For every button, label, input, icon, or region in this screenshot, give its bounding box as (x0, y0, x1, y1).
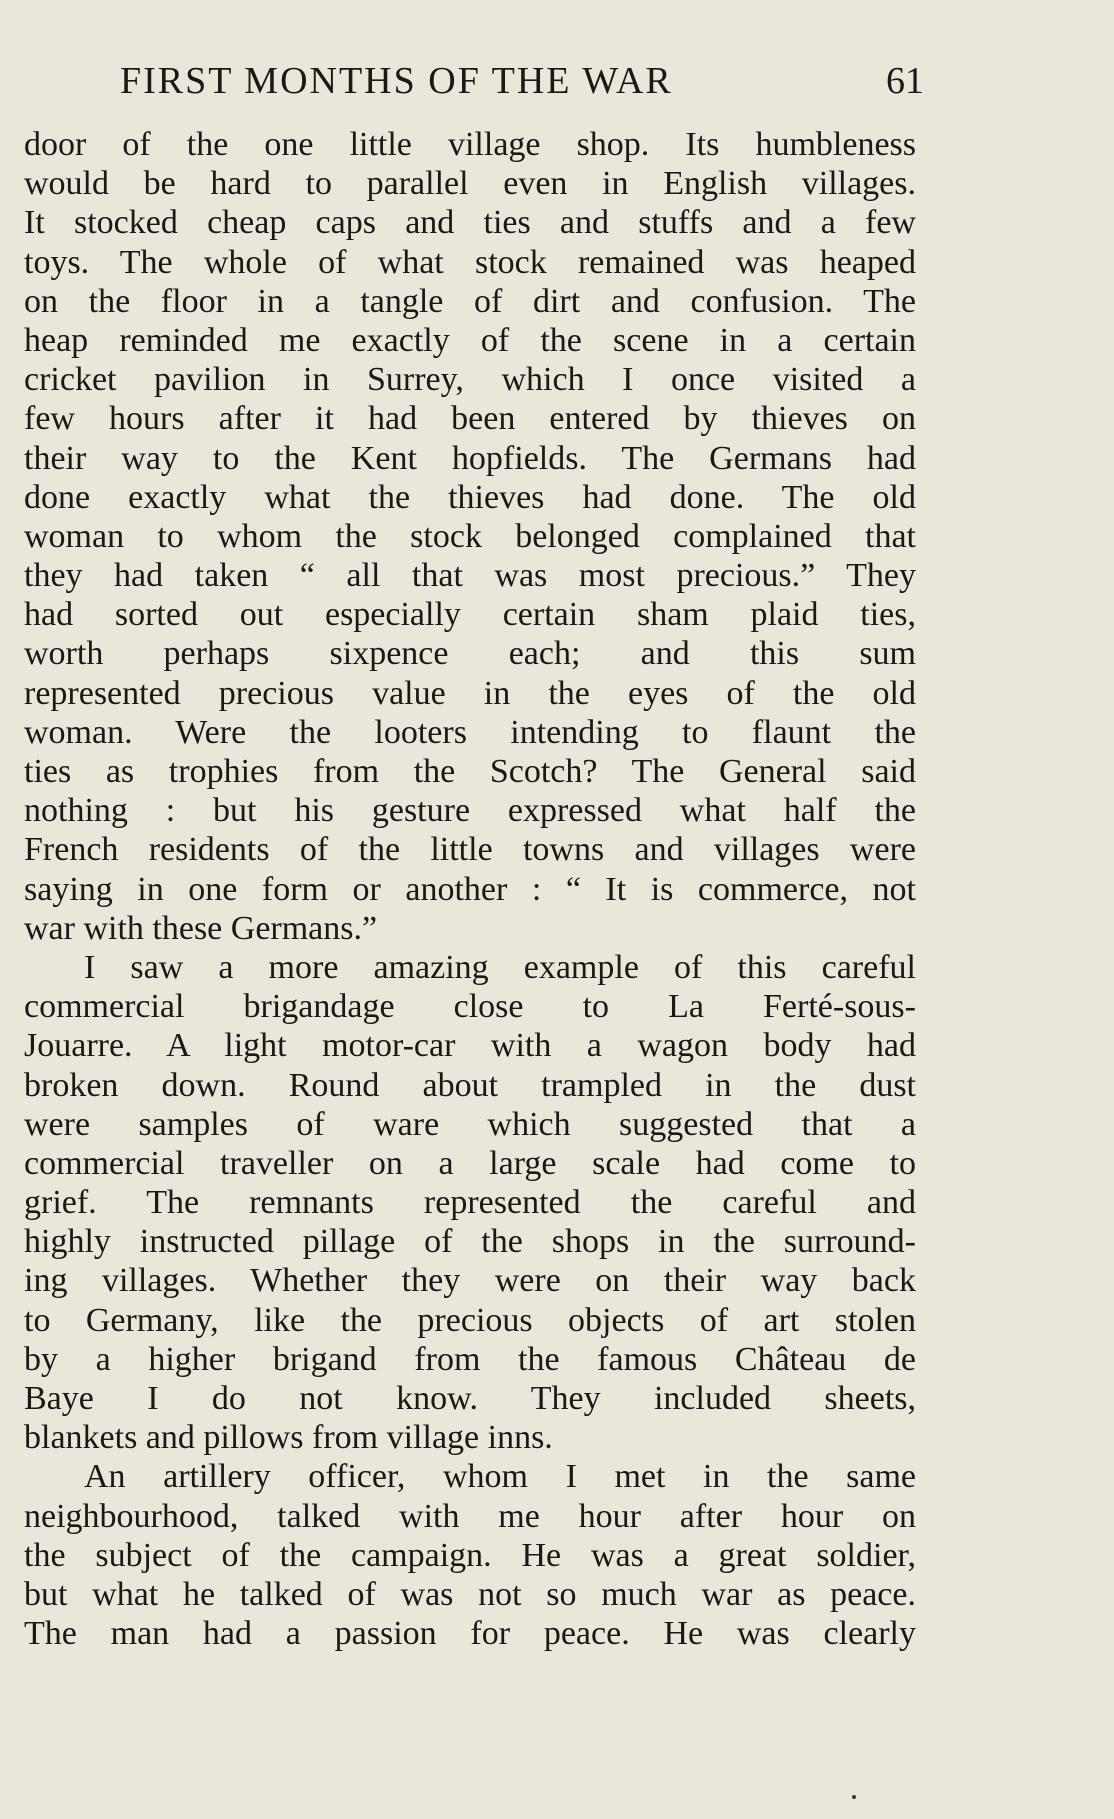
text-line: worth perhaps sixpence each; and this sum (24, 635, 916, 673)
text-line: represented precious value in the eyes of the old (24, 674, 916, 712)
text-line: their way to the Kent hopfields. The Germans had (24, 439, 916, 477)
running-head (120, 56, 924, 106)
text-line: woman. Were the looters intending to flaunt the (24, 713, 916, 751)
text-line: to Germany, like the precious objects of art stolen (24, 1301, 916, 1339)
text-line: war with these Germans.” (24, 909, 378, 947)
text-line: had sorted out especially certain sham plaid ties, (24, 596, 916, 634)
text-line: Baye I do not know. They included sheets, (24, 1380, 916, 1417)
running-head-title: FIRST MONTHS OF THE WAR (120, 60, 673, 102)
text-line: neighbourhood, talked with me hour after hour on (24, 1497, 916, 1535)
text-line: commercial brigandage close to La Ferté-sous- (24, 988, 916, 1026)
text-line: done exactly what the thieves had done. The old (24, 478, 916, 516)
text-line: few hours after it had been entered by thieves on (24, 400, 916, 438)
text-line: An artillery officer, whom I met in the same (84, 1458, 916, 1496)
text-line: cricket pavilion in Surrey, which I once visited a (24, 361, 916, 399)
text-line: but what he talked of was not so much war as peace. (24, 1575, 916, 1613)
text-line: grief. The remnants represented the careful and (24, 1184, 916, 1222)
text-line: saying in one form or another : “ It is commerce, not (24, 870, 916, 908)
page-number: 61 (886, 60, 924, 102)
text-line: were samples of ware which suggested that a (24, 1105, 916, 1143)
text-line: the subject of the campaign. He was a great soldier, (24, 1536, 916, 1574)
text-line: French residents of the little towns and villages were (24, 831, 916, 869)
text-line: commercial traveller on a large scale had come to (24, 1144, 916, 1182)
text-line: toys. The whole of what stock remained was heaped (24, 243, 916, 281)
text-line: ing villages. Whether they were on their way back (24, 1262, 916, 1300)
text-line: highly instructed pillage of the shops in the surround- (24, 1223, 916, 1261)
text-line: they had taken “ all that was most precious.” They (24, 557, 916, 595)
text-line: door of the one little village shop. Its humbleness (24, 126, 916, 163)
paper-speck (852, 1795, 856, 1799)
text-line: broken down. Round about trampled in the dust (24, 1066, 916, 1104)
text-line: nothing : but his gesture expressed what half the (24, 792, 916, 830)
text-line: Jouarre. A light motor-car with a wagon body had (24, 1027, 916, 1065)
text-line: on the floor in a tangle of dirt and confusion. The (24, 282, 916, 320)
text-line: woman to whom the stock belonged complained that (24, 517, 916, 555)
body-text (24, 125, 916, 1653)
text-line: I saw a more amazing example of this careful (84, 948, 916, 986)
text-line: blankets and pillows from village inns. (24, 1419, 553, 1457)
text-line: The man had a passion for peace. He was clearly (24, 1615, 916, 1653)
text-line: ties as trophies from the Scotch? The General said (24, 753, 916, 790)
text-line: by a higher brigand from the famous Château de (24, 1340, 916, 1378)
text-line: It stocked cheap caps and ties and stuffs and a few (24, 204, 916, 242)
text-line: would be hard to parallel even in English villages. (24, 165, 916, 203)
text-line: heap reminded me exactly of the scene in a certain (24, 321, 916, 359)
